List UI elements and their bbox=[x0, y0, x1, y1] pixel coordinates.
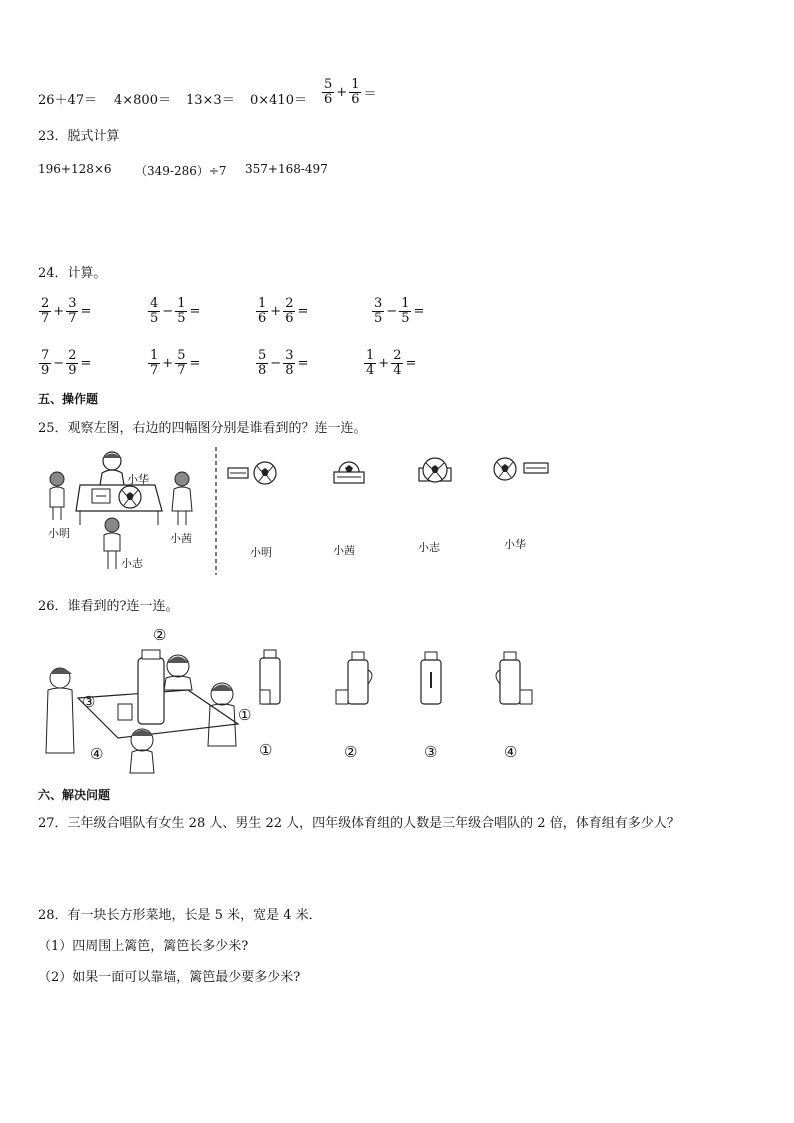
q26-scene-number-1: ① bbox=[238, 706, 252, 724]
q24-r2-3: $\frac{5}{8}$ − $\frac{3}{8}$ = bbox=[258, 348, 309, 378]
section-6-heading: 六、解决问题 bbox=[38, 788, 111, 802]
q25-scene-label-xiaoming: 小明 bbox=[48, 527, 70, 540]
q26-caption-3: ③ bbox=[424, 743, 438, 761]
q24-title: 24．计算。 bbox=[38, 266, 107, 281]
q27-text: 27．三年级合唱队有女生 28 人、男生 22 人，四年级体育组的人数是三年级合唱队的 2 倍，体育组有多少人？ bbox=[38, 816, 680, 831]
q26-scene-illustration bbox=[38, 628, 268, 773]
q25-scene-ball bbox=[119, 486, 141, 508]
q26-view-3 bbox=[418, 652, 444, 706]
q25-view-3 bbox=[418, 456, 452, 486]
q25-scene-label-xiaoqian: 小茜 bbox=[170, 532, 192, 545]
q28-sub-1: （1）四周围上篱笆，篱笆长多少米? bbox=[38, 939, 249, 954]
oral-calc-1: 26＋47＝ bbox=[38, 93, 98, 108]
q26-caption-1: ① bbox=[259, 741, 273, 759]
q26-caption-4: ④ bbox=[504, 743, 518, 761]
q23-expr-1: 196+128×6 bbox=[38, 162, 112, 176]
q26-caption-2: ② bbox=[344, 743, 358, 761]
q24-r1-1: $\frac{2}{7}$ + $\frac{3}{7}$ = bbox=[41, 296, 92, 326]
q26-scene-number-3: ③ bbox=[82, 693, 96, 711]
q25-title: 25．观察左图，右边的四幅图分别是谁看到的？连一连。 bbox=[38, 421, 367, 436]
section-5-heading: 五、操作题 bbox=[38, 392, 99, 406]
oral-calc-4: 0×410＝ bbox=[250, 93, 307, 108]
q25-scene-label-xiaozhi: 小志 bbox=[121, 557, 143, 570]
q26-view-2 bbox=[334, 652, 378, 706]
oral-calc-2: 4×800＝ bbox=[114, 93, 171, 108]
q25-divider bbox=[214, 447, 218, 577]
q26-view-1 bbox=[258, 650, 282, 706]
q25-caption-3: 小志 bbox=[418, 541, 440, 554]
q25-scene-label-xiaohua: 小华 bbox=[127, 473, 149, 486]
oral-calc-3: 13×3＝ bbox=[186, 93, 235, 108]
q25-view-2 bbox=[333, 458, 365, 486]
q24-r2-2: $\frac{1}{7}$ + $\frac{5}{7}$ = bbox=[150, 348, 201, 378]
q28-sub-2: （2）如果一面可以靠墙，篱笆最少要多少米? bbox=[38, 970, 301, 985]
q26-scene-number-2: ② bbox=[153, 626, 167, 644]
q25-caption-4: 小华 bbox=[504, 538, 526, 551]
q26-scene-number-4: ④ bbox=[90, 745, 104, 763]
q26-view-4 bbox=[490, 652, 534, 706]
q23-title: 23．脱式计算 bbox=[38, 129, 120, 144]
q26-title: 26．谁看到的?连一连。 bbox=[38, 599, 179, 614]
q23-expr-3: 357+168-497 bbox=[245, 162, 328, 176]
q25-caption-2: 小茜 bbox=[333, 544, 355, 557]
oral-calc-5: $\frac{5}{6}$ + $\frac{1}{6}$ ＝ bbox=[324, 77, 377, 107]
q25-view-1 bbox=[228, 460, 280, 486]
q28-text: 28．有一块长方形菜地，长是 5 米，宽是 4 米． bbox=[38, 908, 322, 923]
q24-r2-4: $\frac{1}{4}$ + $\frac{2}{4}$ = bbox=[366, 348, 417, 378]
q24-r1-4: $\frac{3}{5}$ − $\frac{1}{5}$ = bbox=[374, 296, 425, 326]
q24-r2-1: $\frac{7}{9}$ − $\frac{2}{9}$ = bbox=[41, 348, 92, 378]
q25-view-4 bbox=[494, 456, 550, 482]
q24-r1-2: $\frac{4}{5}$ − $\frac{1}{5}$ = bbox=[150, 296, 201, 326]
q23-expr-2: （349-286）÷7 bbox=[135, 164, 227, 178]
q25-caption-1: 小明 bbox=[250, 546, 272, 559]
q24-r1-3: $\frac{1}{6}$ + $\frac{2}{6}$ = bbox=[258, 296, 309, 326]
